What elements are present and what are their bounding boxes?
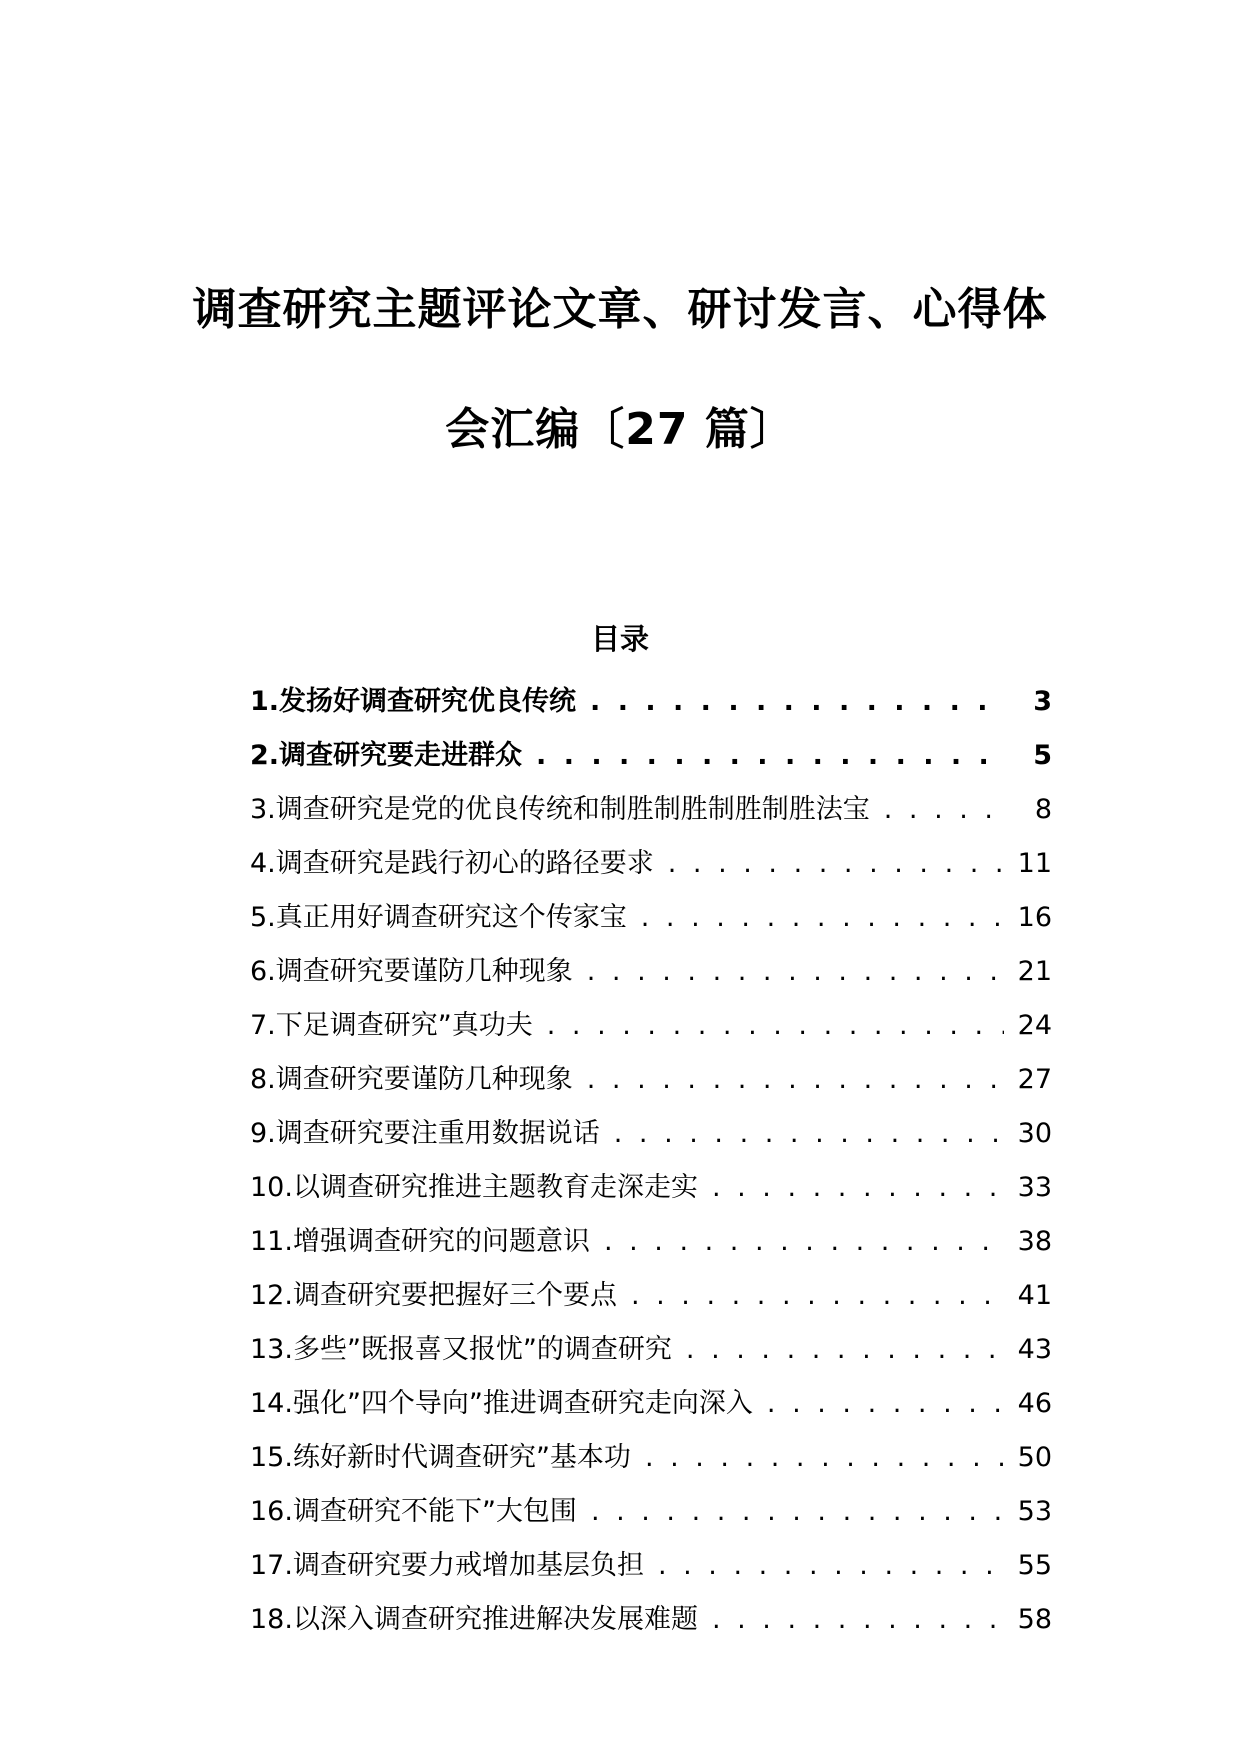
- toc-dot-leader: [645, 1441, 1004, 1475]
- toc-dot-leader: [536, 739, 1004, 773]
- toc-entry-title: 16.调查研究不能下”大包围: [250, 1496, 577, 1527]
- toc-entry-title: 6.调查研究要谨防几种现象: [250, 956, 573, 987]
- toc-entry-page-number: 21: [1017, 956, 1052, 987]
- toc-entry-title: 14.强化”四个导向”推进调查研究走向深入: [250, 1388, 753, 1419]
- toc-entry-title: 11.增强调查研究的问题意识: [250, 1226, 590, 1257]
- toc-entry-page-number: 5: [1033, 740, 1052, 771]
- toc-entry-page-number: 58: [1017, 1604, 1052, 1635]
- toc-entry-title: 2.调查研究要走进群众: [250, 740, 523, 771]
- toc-entry-page-number: 27: [1017, 1064, 1052, 1095]
- toc-entry-page-number: 3: [1033, 686, 1052, 717]
- toc-entry[interactable]: [250, 1549, 1052, 1603]
- document-title-line-2: 会汇编〔27 篇〕: [445, 404, 795, 455]
- toc-entry[interactable]: [250, 1009, 1052, 1063]
- toc-entry-page-number: 41: [1017, 1280, 1052, 1311]
- toc-entry-page-number: 53: [1017, 1496, 1052, 1527]
- toc-entry-title: 17.调查研究要力戒增加基层负担: [250, 1550, 644, 1581]
- toc-entry-title: 13.多些”既报喜又报忧”的调查研究: [250, 1334, 672, 1365]
- toc-entry[interactable]: [250, 1603, 1052, 1657]
- toc-dot-leader: [614, 1117, 1004, 1151]
- toc-entry-page-number: 24: [1017, 1010, 1052, 1041]
- toc-entry-page-number: 8: [1034, 794, 1052, 825]
- toc-entry[interactable]: [250, 847, 1052, 901]
- toc-entry[interactable]: [250, 1495, 1052, 1549]
- toc-entry-title: 12.调查研究要把握好三个要点: [250, 1280, 617, 1311]
- toc-dot-leader: [591, 1495, 1004, 1529]
- toc-entry[interactable]: [250, 1225, 1052, 1279]
- toc-entry[interactable]: [250, 739, 1052, 793]
- toc-entry-title: 10.以调查研究推进主题教育走深走实: [250, 1172, 698, 1203]
- toc-entry-page-number: 38: [1017, 1226, 1052, 1257]
- toc-entry-page-number: 43: [1017, 1334, 1052, 1365]
- toc-dot-leader: [767, 1387, 1004, 1421]
- toc-dot-leader: [590, 685, 1004, 719]
- toc-entry-title: 8.调查研究要谨防几种现象: [250, 1064, 573, 1095]
- toc-dot-leader: [547, 1009, 1004, 1043]
- toc-entry-page-number: 33: [1017, 1172, 1052, 1203]
- toc-dot-leader: [587, 955, 1004, 989]
- toc-entry-title: 9.调查研究要注重用数据说话: [250, 1118, 600, 1149]
- toc-entry-title: 1.发扬好调查研究优良传统: [250, 686, 577, 717]
- toc-entry-page-number: 11: [1017, 848, 1052, 879]
- toc-entry[interactable]: [250, 901, 1052, 955]
- toc-dot-leader: [712, 1171, 1004, 1205]
- toc-entry-page-number: 30: [1017, 1118, 1052, 1149]
- toc-entry-page-number: 55: [1017, 1550, 1052, 1581]
- toc-entry[interactable]: [250, 1441, 1052, 1495]
- toc-entry[interactable]: [250, 685, 1052, 739]
- toc-entry[interactable]: [250, 1063, 1052, 1117]
- toc-entry-title: 18.以深入调查研究推进解决发展难题: [250, 1604, 698, 1635]
- toc-dot-leader: [686, 1333, 1004, 1367]
- toc-entry-page-number: 46: [1017, 1388, 1052, 1419]
- toc-entry-title: 4.调查研究是践行初心的路径要求: [250, 848, 654, 879]
- toc-entry-page-number: 50: [1017, 1442, 1052, 1473]
- toc-dot-leader: [587, 1063, 1004, 1097]
- toc-dot-leader: [631, 1279, 1004, 1313]
- toc-entry[interactable]: [250, 1279, 1052, 1333]
- toc-entry[interactable]: [250, 1171, 1052, 1225]
- toc-entry-page-number: 16: [1017, 902, 1052, 933]
- toc-dot-leader: [712, 1603, 1004, 1637]
- toc-heading: 目录: [590, 622, 649, 656]
- toc-dot-leader: [604, 1225, 1004, 1259]
- toc-entry[interactable]: [250, 1387, 1052, 1441]
- toc-entry-title: 3.调查研究是党的优良传统和制胜制胜制胜制胜法宝: [250, 794, 870, 825]
- toc-dot-leader: [658, 1549, 1004, 1583]
- toc-entry[interactable]: [250, 1117, 1052, 1171]
- toc-entry-title: 15.练好新时代调查研究”基本功: [250, 1442, 631, 1473]
- toc-dot-leader: [641, 901, 1004, 935]
- toc-entry[interactable]: [250, 1333, 1052, 1387]
- toc-entry-title: 5.真正用好调查研究这个传家宝: [250, 902, 627, 933]
- toc-dot-leader: [668, 847, 1004, 881]
- document-title-line-1: 调查研究主题评论文章、研讨发言、心得体: [192, 284, 1048, 335]
- toc-dot-leader: [884, 793, 1004, 827]
- table-of-contents: [250, 685, 1052, 1657]
- toc-entry[interactable]: [250, 793, 1052, 847]
- toc-entry[interactable]: [250, 955, 1052, 1009]
- toc-entry-title: 7.下足调查研究”真功夫: [250, 1010, 533, 1041]
